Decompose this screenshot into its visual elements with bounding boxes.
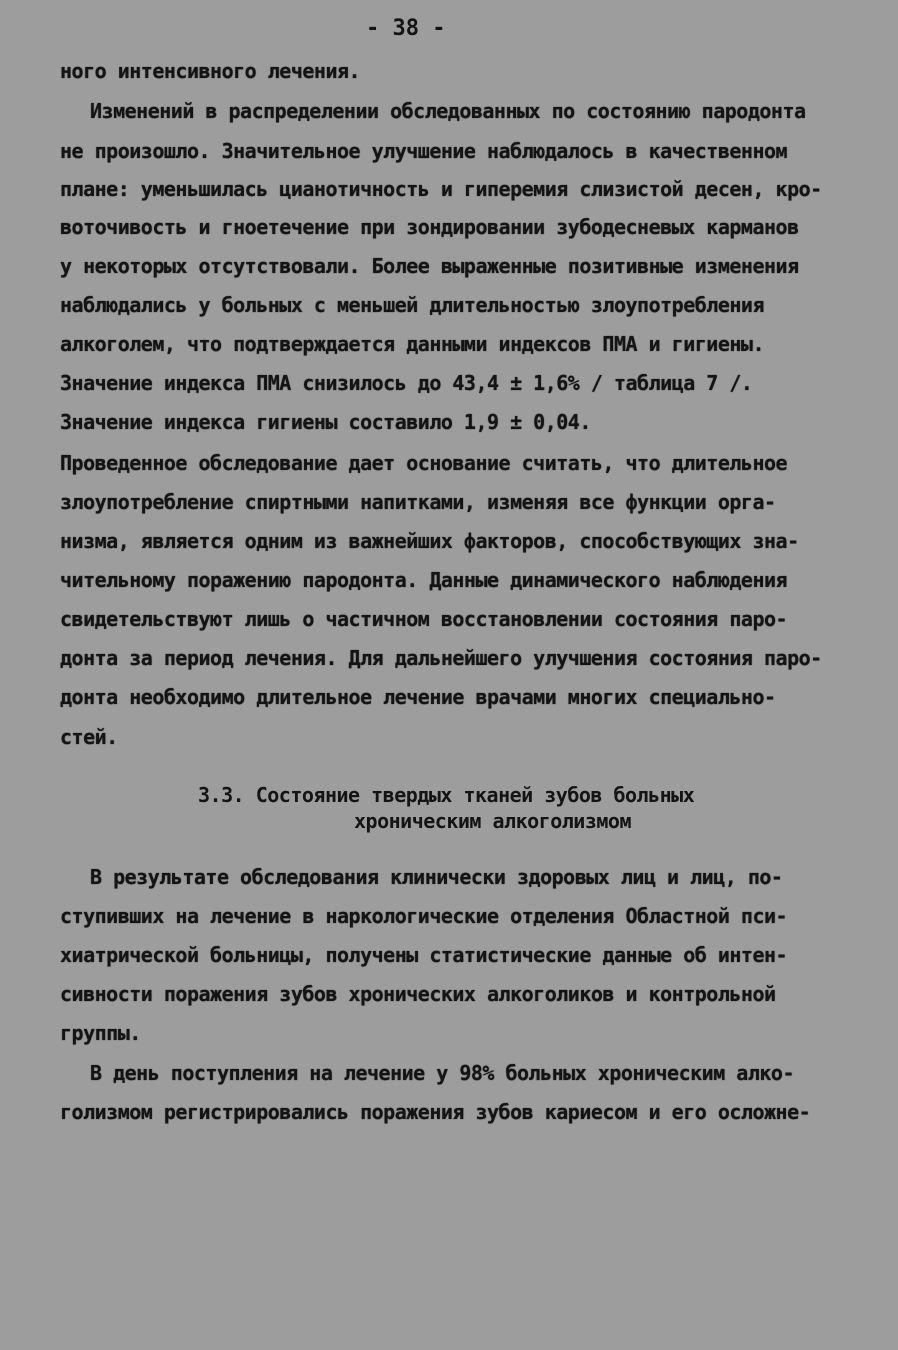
section-heading: 3.3. Состояние твердых тканей зубов больных [198,783,695,807]
text-line: наблюдались у больных с меньшей длительностью злоупотребления [60,293,765,317]
text-line: донта за период лечения. Для дальнейшего улучшения состояния паро- [60,646,822,670]
text-line: Значение индекса гигиены составило 1,9 ± 0,04. [60,410,591,434]
text-line: у некоторых отсутствовали. Более выраженные позитивные изменения [60,254,799,278]
text-line: группы. [60,1021,141,1045]
text-line: Значение индекса ПМА снизилось до 43,4 ± 1,6% / таблица 7 /. [60,371,753,395]
text-line: Изменений в распределении обследованных по состоянию пародонта [90,99,806,123]
text-line: плане: уменьшилась цианотичность и гиперемия слизистой десен, кро- [60,177,822,201]
text-line: алкоголем, что подтверждается данными индексов ПМА и гигиены. [60,332,765,356]
text-line: В результате обследования клинически здоровых лиц и лиц, по- [90,865,783,889]
text-line: стей. [60,725,118,749]
text-line: злоупотребление спиртными напитками, изменяя все функции орга- [60,490,776,514]
text-line: хиатрической больницы, получены статистические данные об интен- [60,943,788,967]
text-line: ступивших на лечение в наркологические отделения Областной пси- [60,904,788,928]
text-line: не произошло. Значительное улучшение наблюдалось в качественном [60,139,788,163]
text-line: сивности поражения зубов хронических алкоголиков и контрольной [60,982,776,1006]
text-line: свидетельствуют лишь о частичном восстановлении состояния паро- [60,607,788,631]
text-line: Проведенное обследование дает основание считать, что длительное [60,451,788,475]
text-line: ного интенсивного лечения. [60,59,361,83]
text-line: воточивость и гноетечение при зондировании зубодесневых карманов [60,215,799,239]
text-line: голизмом регистрировались поражения зубов кариесом и его осложне- [60,1100,811,1124]
text-line: чительному поражению пародонта. Данные динамического наблюдения [60,568,788,592]
text-line: низма, является одним из важнейших факторов, способствующих зна- [60,529,799,553]
section-heading-continued: хроническим алкоголизмом [354,809,631,833]
text-line: донта необходимо длительное лечение врачами многих специально- [60,685,776,709]
page-number: - 38 - [366,16,446,41]
text-line: В день поступления на лечение у 98% больных хроническим алко- [90,1061,795,1085]
